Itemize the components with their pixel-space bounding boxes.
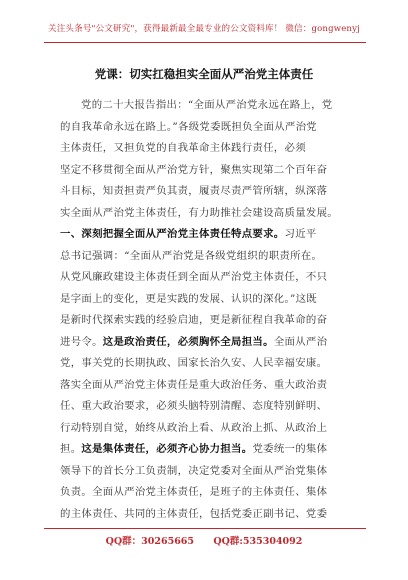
- footer: [0, 533, 408, 547]
- footer-qq-group-1: QQ群：30265665: [105, 536, 195, 547]
- paragraph-line: 领导下的首长分工负责制，决定党委对全面从严治党集体: [60, 464, 328, 477]
- paragraph-line: 斗目标，知责担责严负其责，履责尽责严管所辖，纵深落: [60, 185, 328, 197]
- document-body: [60, 95, 356, 525]
- paragraph-line: 党，事关党的长期执政、国家长治久安、人民幸福安康。: [60, 357, 328, 369]
- footer-divider: [44, 528, 366, 529]
- paragraph-line: 的自我革命永远在路上。”各级党委既担负全面从严治党: [60, 120, 317, 133]
- paragraph-line: 主体责任，又担负党的自我革命主体践行责任，必须: [60, 142, 306, 154]
- header-divider: [44, 42, 366, 43]
- paragraph-line: [60, 332, 356, 354]
- paragraph-line: 的主体责任、共同的主体责任，包括党委正副书记、党委: [60, 507, 328, 520]
- paragraph-line: 党的二十大报告指出：“全面从严治党永远在路上，党: [81, 99, 333, 111]
- paragraph-line: 坚定不移贯彻全面从严治党方针，聚焦实现第二个百年奋: [60, 163, 328, 176]
- paragraph-line: 落实全面从严治党主体责任是重大政治任务、重大政治责: [60, 378, 328, 391]
- line-tail: 全面从严治: [273, 335, 328, 348]
- bold-statement: 这是政治责任，必须胸怀全局担当。: [102, 335, 274, 348]
- paragraph-line: 实全面从严治党主体责任，有力助推社会建设高质量发展。: [60, 206, 338, 219]
- document-title: 党课：切实扛稳担实全面从严治党主体责任: [94, 67, 314, 81]
- bold-statement: 这是集体责任，必须齐心协力担当。: [81, 443, 253, 455]
- section-heading-line: [60, 224, 356, 246]
- paragraph-line: 任、重大政治要求，必须头脑特别清醒、态度特别鲜明、: [60, 400, 328, 412]
- line-lead: 进号令。: [60, 335, 103, 348]
- paragraph-line: 是字面上的变化，更是实践的发展、认识的深化。”这既: [60, 292, 317, 305]
- paragraph-line: 从党风廉政建设主体责任到全面从严治党主体责任，不只: [60, 271, 328, 283]
- paragraph-line: 是新时代探索实践的经验启迪，更是新征程自我革命的奋: [60, 314, 328, 326]
- paragraph-line: 总书记强调：“全面从严治党是各级党组织的职责所在。: [60, 249, 323, 262]
- footer-qq-group-2: QQ群:535304092: [213, 536, 303, 547]
- section-heading: 一、深刻把握全面从严治党主体责任特点要求。: [60, 228, 285, 240]
- paragraph-line: 负责。全面从严治党主体责任，是班子的主体责任、集体: [60, 486, 328, 498]
- header-banner: 关注头条号"公文研究"，获得最新最全最专业的公文资料库！ 微信：gongwenyj: [48, 24, 360, 34]
- paragraph-line: 行动特别自觉，始终从政治上看、从政治上抓、从政治上: [60, 421, 328, 434]
- section-heading-tail: 习近平: [284, 228, 317, 240]
- line-tail: 党委统一的集体: [252, 443, 328, 455]
- paragraph-line: [60, 439, 356, 461]
- line-lead: 担。: [60, 443, 82, 455]
